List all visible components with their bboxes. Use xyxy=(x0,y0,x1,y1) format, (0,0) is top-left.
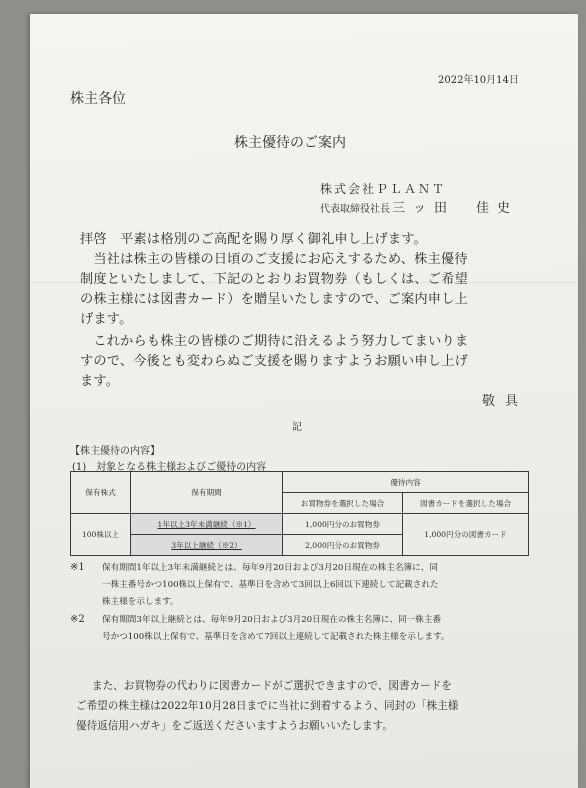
addressee: 株主各位 xyxy=(70,91,126,107)
body-line: 制度といたしまして、下記のとおりお買物券（もしくは、ご希望 xyxy=(80,272,468,287)
body-line: 当社は株主の皆様の日頃のご支援にお応えするため、株主優待 xyxy=(80,252,468,267)
note-line: 株主様を示します。 xyxy=(102,597,179,607)
ki-heading: 記 xyxy=(292,422,302,433)
header-holdings: 保有株式 xyxy=(71,472,131,514)
period-text: 3年以上継続（※2） xyxy=(171,540,242,550)
shopping-cell: 1,000円分のお買物券 xyxy=(283,514,403,535)
benefits-subsection-heading: (1) 対象となる株主様およびご優待の内容 xyxy=(72,462,267,473)
note-text xyxy=(102,560,439,611)
period-text: 1年以上3年未満継続（※1） xyxy=(157,519,256,529)
footer-line: また、お買物券の代わりに図書カードがご選択できますので、図書カードを xyxy=(92,680,452,692)
closing-phrase: 敬具 xyxy=(482,394,529,409)
letter-paper xyxy=(30,14,578,788)
note-line: 一株主番号かつ100株以上保有で、基準日を含めて3回以上6回以下連続して記載された xyxy=(102,580,439,590)
body-line: げます。 xyxy=(80,312,133,327)
benefits-section-heading: 【株主優待の内容】 xyxy=(70,446,160,457)
body-line: の株主様には図書カード）を贈呈いたしますので、ご案内申し上 xyxy=(80,292,468,307)
note-mark: ※1 xyxy=(70,562,85,573)
header-shopping-option: お買物券を選択した場合 xyxy=(283,493,403,514)
letter-title: 株主優待のご案内 xyxy=(234,135,346,151)
body-line: これからも株主の皆様のご期待に沿えるよう努力してまいりま xyxy=(80,334,469,349)
body-line: 拝啓 平素は格別のご高配を賜り厚く御礼申し上げます。 xyxy=(80,232,428,247)
note-line: 号かつ100株以上保有で、基準日を含めて7回以上連続して記載された株主様を示します。 xyxy=(102,632,450,642)
note-line: 保有期間1年以上3年未満継続とは、毎年9月20日および3月20日現在の株主名簿に、同 xyxy=(102,563,438,573)
holdings-cell: 100株以上 xyxy=(71,514,131,556)
benefits-table xyxy=(70,471,529,556)
period-cell xyxy=(131,535,283,556)
representative-title: 代表取締役社長 xyxy=(320,204,390,215)
footer-line: 優待返信用ハガキ」をご返送くださいますようお願いいたします。 xyxy=(76,720,393,732)
note-mark: ※2 xyxy=(70,614,85,625)
book-card-cell: 1,000円分の図書カード xyxy=(403,514,529,556)
note-text xyxy=(102,612,450,646)
body-line: すので、今後とも変わらぬご支援を賜りますようお願い申し上げ xyxy=(80,354,468,369)
letter-date: 2022年10月14日 xyxy=(438,75,519,86)
header-book-option: 図書カードを選択した場合 xyxy=(403,493,529,514)
body-line: ます。 xyxy=(80,374,120,389)
company-name: 株式会社ＰＬＡＮＴ xyxy=(320,182,447,196)
footer-line: ご希望の株主様は2022年10月28日までに当社に到着するよう、同封の「株主様 xyxy=(76,700,459,712)
header-benefit: 優待内容 xyxy=(283,472,529,493)
note-line: 保有期間3年以上継続とは、毎年9月20日および3月20日現在の株主名簿に、同一株主番 xyxy=(102,615,442,625)
shopping-cell: 2,000円分のお買物券 xyxy=(283,535,403,556)
representative-name: 三ッ田 佳史 xyxy=(392,201,519,216)
header-period: 保有期間 xyxy=(131,472,283,514)
period-cell xyxy=(131,514,283,535)
